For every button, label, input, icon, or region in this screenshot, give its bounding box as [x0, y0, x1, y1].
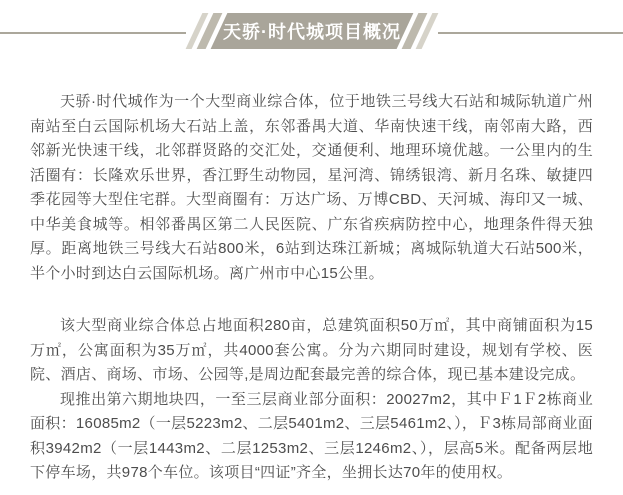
title-ribbon [186, 11, 438, 51]
project-overview-text [0, 62, 623, 486]
header [0, 0, 623, 62]
paragraph-location-overview: 天骄·时代城作为一个大型商业综合体，位于地铁三号线大石站和城际轨道广州南站至白云国际机场大石站上盖，东邻番禺大道、华南快速干线，南邻南大路，西邻新光快速干线，北邻群贤路的交汇处，交通便利、地理环境优越。一公里内的生活圈有：长隆欢乐世界，香江野生动物园，星河湾、锦绣银湾、新月名珠、敏捷四季花园等大型住宅群。大型商圈有：万达广场、万博CBD、天河城、海印又一城、中华美食城等。相邻番禺区第二人民医院、广东省疾病防控中心，地理条件得天独厚。距离地铁三号线大石站800米，6站到达珠江新城；离城际轨道大石站500米，半个小时到达白云国际机场。离广州市中心15公里。 [30, 93, 593, 282]
paragraph-phase6-details: 现推出第六期地块四，一至三层商业部分面积：20027m2，其中Ｆ1Ｆ2栋商业面积：16085m2（一层5223m2、二层5401m2、三层5461m2、），Ｆ3栋局部商业面积3942m2（一层1443m2、二层1253m2、三层1246m2、），层高5米。配备两层地下停车场，共978个车位。该项目“四证”齐全，坐拥长达70年的使用权。 [30, 390, 593, 481]
paragraph-area-overview: 该大型商业综合体总占地面积280亩，总建筑面积50万㎡，其中商铺面积为15万㎡，公寓面积为35万㎡，共4000套公寓。分为六期同时建设，规划有学校、医院、酒店、商场、市场、公园等,是周边配套最完善的综合体，现已基本建设完成。 [30, 317, 593, 383]
page-title: 天骄·时代城项目概况 [222, 22, 401, 42]
ribbon-band [210, 13, 413, 49]
